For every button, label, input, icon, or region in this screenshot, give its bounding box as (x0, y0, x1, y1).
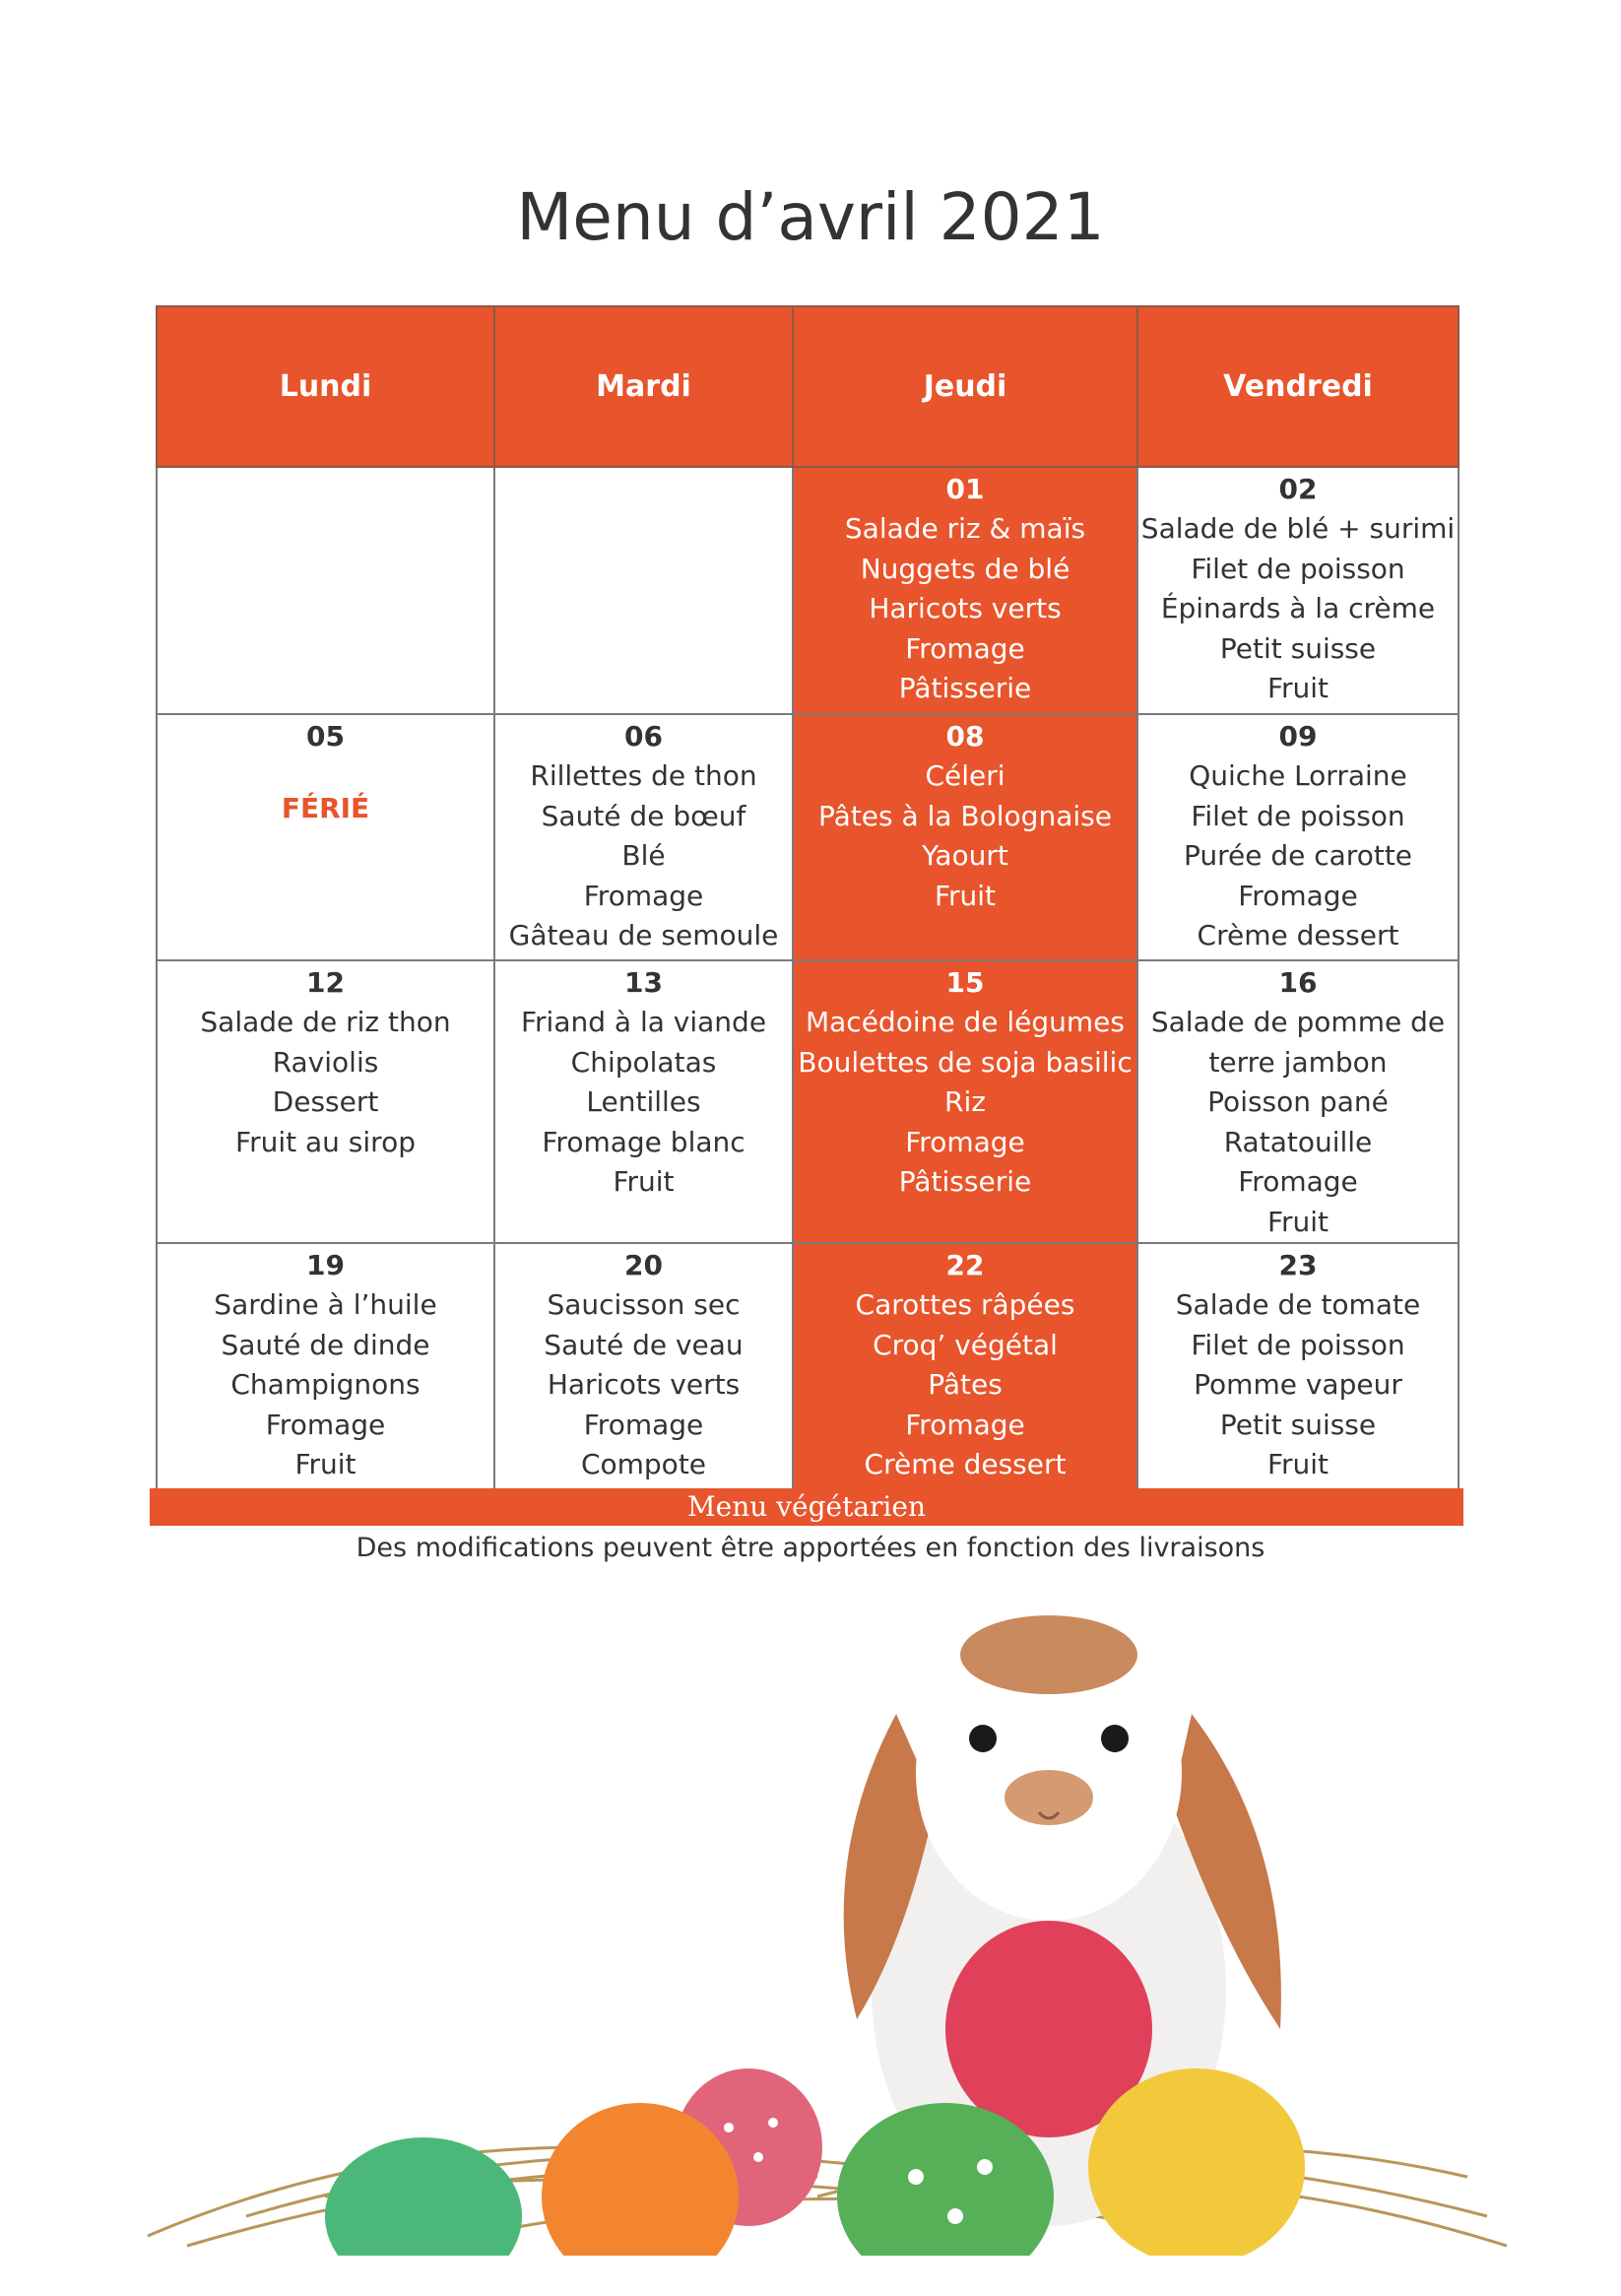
dish-item: Fromage (905, 1125, 1025, 1158)
day-cell-content (794, 1244, 1136, 1485)
dish-item: Raviolis (272, 1045, 379, 1079)
day-number: 23 (1278, 1249, 1318, 1281)
dish-item: Boulettes de soja basilic (798, 1045, 1133, 1079)
dish-item: Filet de poisson (1191, 552, 1405, 585)
day-cell-content (1138, 961, 1458, 1242)
dish-item: Salade de blé + surimi (1140, 512, 1456, 545)
dish-item: Filet de poisson (1191, 1328, 1405, 1361)
dish-item: Salade de riz thon (200, 1006, 451, 1038)
dish-item: Pâtes à la Bolognaise (818, 799, 1112, 832)
day-cell (494, 467, 793, 714)
dish-item: Fruit (1266, 1448, 1329, 1480)
dish-item: Salade riz & maïs (844, 512, 1086, 545)
header-vendredi: Vendredi (1137, 306, 1459, 467)
dish-item: Carottes râpées (855, 1288, 1075, 1321)
day-number: 06 (624, 720, 663, 753)
dish-item: Fromage blanc (542, 1125, 746, 1158)
dish-item: Filet de poisson (1191, 799, 1405, 832)
day-cell (157, 467, 494, 714)
dish-item: Fruit (613, 1165, 675, 1198)
dish-item: Haricots verts (869, 592, 1062, 624)
dish-item: Fromage (905, 1408, 1025, 1441)
dish-item: Haricots verts (547, 1368, 741, 1401)
day-cell (157, 960, 494, 1243)
day-cell (1137, 467, 1459, 714)
dish-item: Salade de tomate (1175, 1288, 1421, 1321)
day-cell (494, 960, 793, 1243)
dish-item: Salade de pomme de (1150, 1006, 1446, 1038)
day-cell (793, 467, 1137, 714)
day-number: 12 (306, 966, 345, 999)
dish-item: Friand à la viande (520, 1006, 767, 1038)
day-number: 13 (624, 966, 663, 999)
day-number: 09 (1278, 720, 1318, 753)
day-number: 19 (306, 1249, 345, 1281)
dish-item: Saucisson sec (547, 1288, 741, 1321)
easter-bunny-illustration (128, 1566, 1526, 2256)
dish-item: Crème dessert (1197, 919, 1399, 951)
day-number: 02 (1278, 473, 1318, 505)
day-cell (1137, 714, 1459, 960)
day-cell-content (1138, 1244, 1458, 1485)
dish-item: Pâtisserie (898, 1165, 1032, 1198)
menu-table (156, 305, 1459, 1492)
dish-item: Fruit (294, 1448, 357, 1480)
day-cell-content (495, 961, 792, 1203)
dish-item: Fromage (583, 879, 704, 912)
day-cell-content (794, 961, 1136, 1203)
footnote: Des modifications peuvent être apportées en fonction des livraisons (356, 1533, 1265, 1563)
dish-item: Fromage (583, 1408, 704, 1441)
dish-item: Sauté de dinde (221, 1328, 430, 1361)
day-cell-content (158, 715, 493, 824)
day-number: 05 (306, 720, 345, 753)
header-lundi: Lundi (157, 306, 494, 467)
day-cell (793, 960, 1137, 1243)
header-row (157, 306, 1459, 467)
day-cell-content (495, 715, 792, 956)
day-number: 08 (945, 720, 985, 753)
dish-item: Poisson pané (1207, 1085, 1389, 1118)
dish-item: Céleri (925, 759, 1005, 792)
day-number: 01 (945, 473, 985, 505)
dish-item: Pomme vapeur (1194, 1368, 1402, 1401)
week-row (157, 1243, 1459, 1491)
day-cell (1137, 1243, 1459, 1491)
dish-item: Fruit au sirop (235, 1125, 416, 1158)
day-cell-content (794, 468, 1136, 709)
dish-item: Rillettes de thon (530, 759, 757, 792)
dish-item: Macédoine de légumes (805, 1006, 1125, 1038)
dish-item: Purée de carotte (1183, 839, 1413, 872)
day-number: 16 (1278, 966, 1318, 999)
dish-item: Petit suisse (1219, 631, 1377, 665)
dish-item: Dessert (272, 1085, 379, 1118)
dish-item: Nuggets de blé (860, 552, 1070, 585)
dish-item: Blé (621, 839, 666, 872)
dish-item: Quiche Lorraine (1189, 759, 1407, 792)
dish-item: Champignons (230, 1368, 421, 1401)
dish-item: Gâteau de semoule (508, 919, 779, 951)
dish-item: Fromage (1238, 1165, 1358, 1198)
day-cell-content (158, 468, 493, 470)
dish-item: Sauté de veau (544, 1328, 744, 1361)
day-cell-content (1138, 715, 1458, 956)
dish-item: Croq’ végétal (873, 1328, 1058, 1361)
dish-item: Compote (580, 1448, 707, 1480)
dish-item: Pâtes (928, 1368, 1003, 1401)
week-row (157, 467, 1459, 714)
dish-item: Épinards à la crème (1160, 592, 1436, 624)
day-cell (157, 1243, 494, 1491)
vegetarian-legend: Menu végétarien (150, 1488, 1463, 1526)
day-cell-content (495, 1244, 792, 1485)
day-cell (793, 714, 1137, 960)
dish-item: Sardine à l’huile (214, 1288, 437, 1321)
dish-item: Crème dessert (864, 1448, 1067, 1480)
dish-item: Pâtisserie (898, 672, 1032, 704)
holiday-label: FÉRIÉ (281, 792, 370, 824)
day-number: 15 (945, 966, 985, 999)
dish-item: Fromage (265, 1408, 386, 1441)
dish-item: Fruit (1266, 1205, 1329, 1238)
header-jeudi: Jeudi (793, 306, 1137, 467)
day-cell-content (794, 715, 1136, 916)
day-cell-content (1138, 468, 1458, 709)
dish-item: Riz (944, 1085, 986, 1118)
day-cell (494, 714, 793, 960)
dish-item: terre jambon (1208, 1045, 1388, 1079)
day-cell (157, 714, 494, 960)
dish-item: Lentilles (586, 1085, 701, 1118)
dish-item: Chipolatas (570, 1045, 717, 1079)
dish-item: Yaourt (922, 839, 1008, 872)
day-cell (793, 1243, 1137, 1491)
day-cell (1137, 960, 1459, 1243)
dish-item: Fruit (934, 879, 997, 912)
dish-item: Sauté de bœuf (541, 799, 746, 832)
day-cell (494, 1243, 793, 1491)
header-mardi: Mardi (494, 306, 793, 467)
day-number: 22 (945, 1249, 985, 1281)
day-cell-content (158, 961, 493, 1162)
day-cell-content (495, 468, 792, 470)
page-title: Menu d’avril 2021 (516, 179, 1105, 255)
dish-item: Ratatouille (1223, 1125, 1373, 1158)
week-row (157, 714, 1459, 960)
dish-item: Petit suisse (1219, 1408, 1377, 1441)
dish-item: Fromage (905, 631, 1025, 665)
dish-item: Fromage (1238, 879, 1358, 912)
day-number: 20 (624, 1249, 663, 1281)
day-cell-content (158, 1244, 493, 1485)
dish-item: Fruit (1266, 672, 1329, 704)
week-row (157, 960, 1459, 1243)
